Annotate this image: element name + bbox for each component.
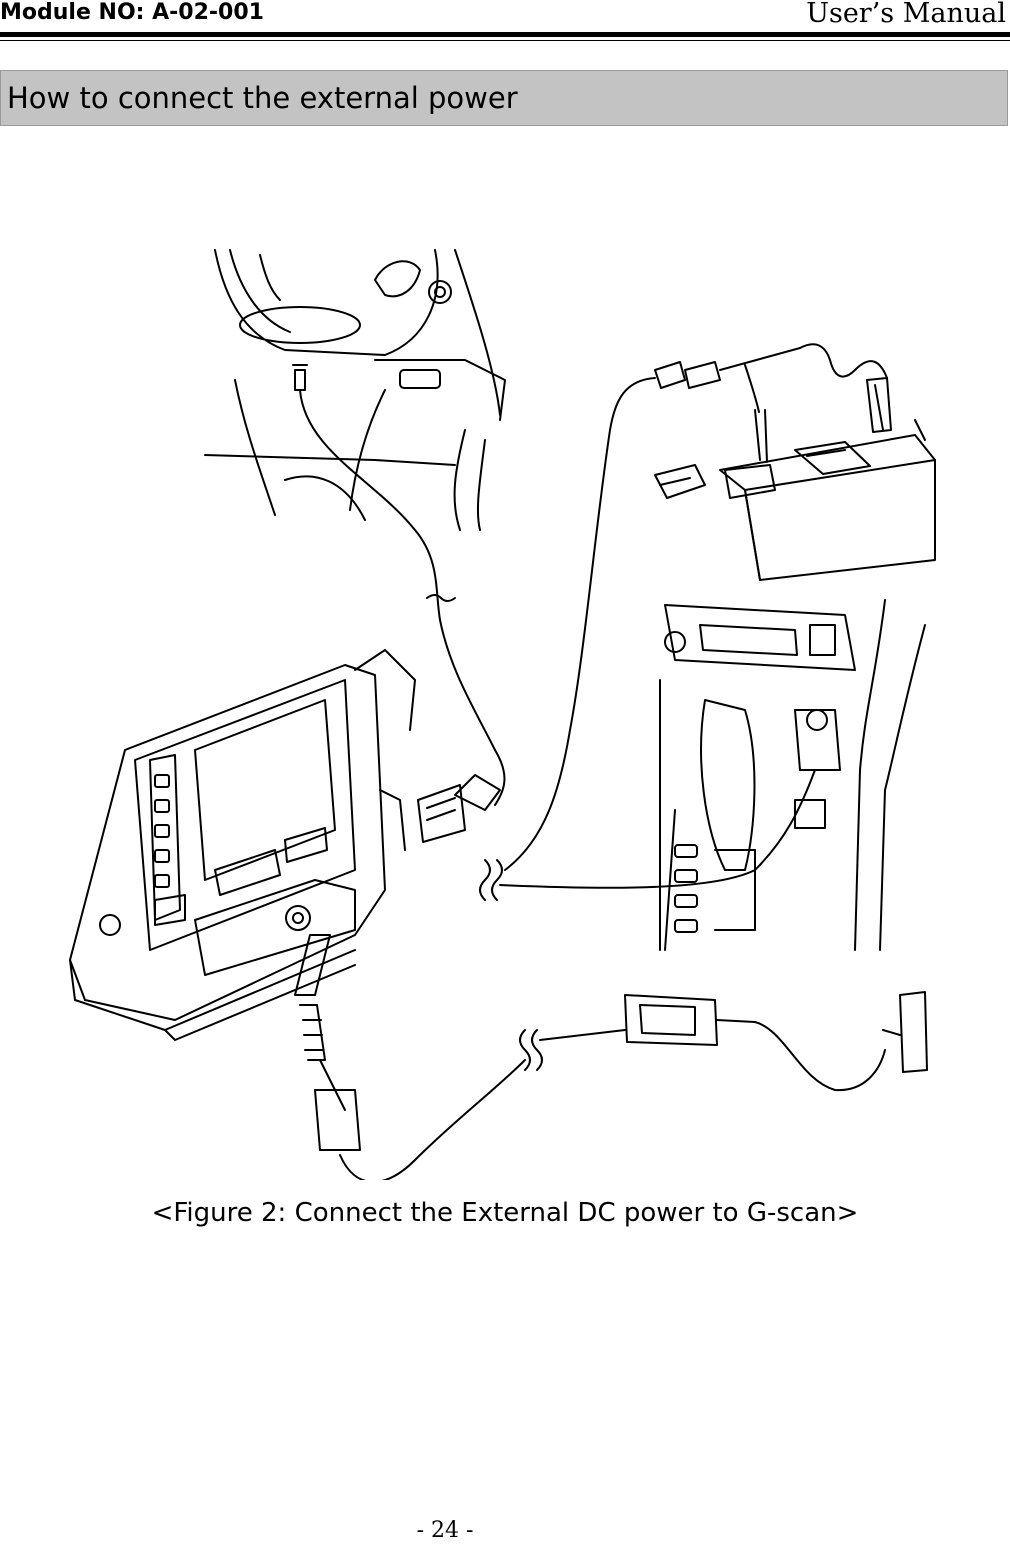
section-heading-bar [0, 70, 1008, 126]
header-rule-thin [0, 40, 1010, 41]
gscan-device-drawing [70, 650, 415, 1040]
car-battery-drawing [655, 378, 935, 580]
manual-title: User’s Manual [806, 0, 1006, 29]
power-connection-illustration [55, 230, 955, 1180]
figure-caption: <Figure 2: Connect the External DC power to G-scan> [151, 1198, 859, 1228]
module-number: Module NO: A-02-001 [0, 0, 264, 25]
page-number: - 24 - [416, 1518, 474, 1543]
dashboard-obd-port-drawing [205, 250, 505, 530]
center-console-drawing [660, 600, 925, 950]
cigar-cable [480, 770, 815, 900]
dc-power-cable [295, 935, 927, 1180]
header-rule-thick [0, 32, 1010, 37]
section-title: How to connect the external power [7, 81, 518, 115]
